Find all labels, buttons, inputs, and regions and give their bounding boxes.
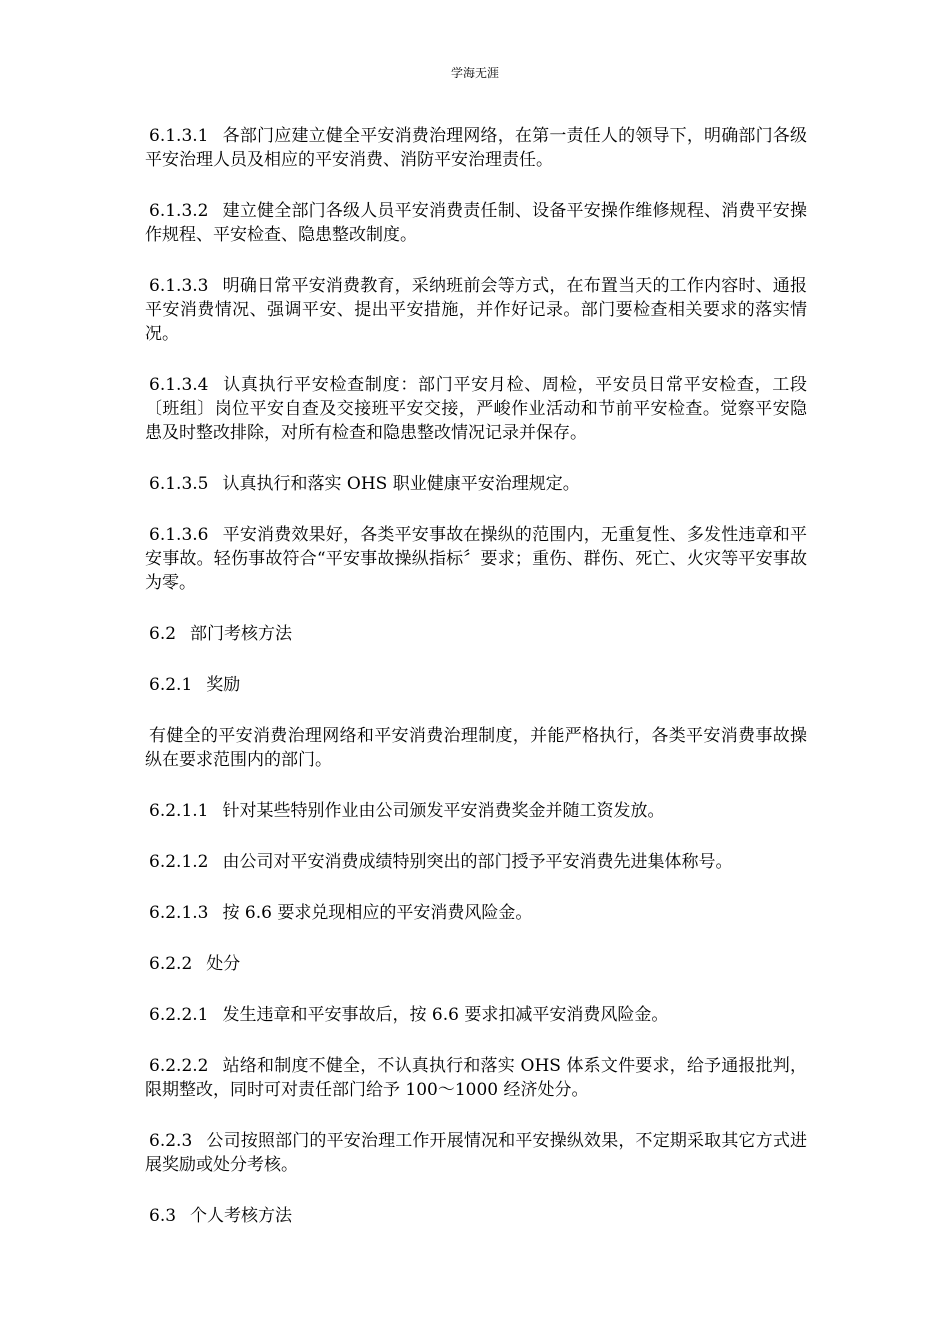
paragraph [145, 901, 807, 925]
paragraph [145, 850, 807, 874]
section-heading [145, 952, 807, 976]
paragraph-text: 按 6.6 要求兑现相应的平安消费风险金。 [222, 903, 533, 923]
paragraph-text: 发生违章和平安事故后，按 6.6 要求扣减平安消费风险金。 [222, 1005, 669, 1025]
section-number: 6.2.1.1 [149, 801, 209, 821]
paragraph [145, 799, 807, 823]
paragraph [145, 724, 807, 772]
paragraph [145, 124, 807, 172]
section-number: 6.1.3.1 [149, 126, 209, 146]
paragraph-text: 各部门应建立健全平安消费治理网络，在第一责任人的领导下，明确部门各级平安治理人员及相应的平安消费、消防平安治理责任。 [145, 126, 807, 170]
heading-text: 部门考核方法 [190, 624, 293, 644]
paragraph [145, 472, 807, 496]
paragraph [145, 1054, 807, 1102]
section-heading [145, 673, 807, 697]
paragraph [145, 1129, 807, 1177]
section-number: 6.2.3 [149, 1131, 193, 1151]
section-number: 6.1.3.6 [149, 525, 209, 545]
paragraph-text: 站络和制度不健全，不认真执行和落实 OHS 体系文件要求，给予通报批判，限期整改，同时可对责任部门给予 100～1000 经济处分。 [145, 1056, 807, 1100]
section-number: 6.2.2 [149, 954, 193, 974]
paragraph [145, 274, 807, 346]
section-heading [145, 1204, 807, 1228]
section-number: 6.1.3.4 [149, 375, 209, 395]
section-number: 6.1.3.5 [149, 474, 209, 494]
paragraph-text: 建立健全部门各级人员平安消费责任制、设备平安操作维修规程、消费平安操作规程、平安检查、隐患整改制度。 [145, 201, 807, 245]
heading-text: 奖励 [206, 675, 241, 695]
paragraph-text: 认真执行平安检查制度：部门平安月检、周检，平安员日常平安检查，工段〔班组〕岗位平安自查及交接班平安交接，严峻作业活动和节前平安检查。觉察平安隐患及时整改排除，对所有检查和隐患整改情况记录并保存。 [145, 375, 807, 443]
section-number: 6.2.1.2 [149, 852, 209, 872]
paragraph-text: 公司按照部门的平安治理工作开展情况和平安操纵效果，不定期采取其它方式进展奖励或处分考核。 [145, 1131, 807, 1175]
paragraph [145, 199, 807, 247]
paragraph-text: 有健全的平安消费治理网络和平安消费治理制度，并能严格执行，各类平安消费事故操纵在要求范围内的部门。 [145, 726, 807, 770]
page-header: 学海无涯 [450, 66, 499, 80]
paragraph [145, 1003, 807, 1027]
paragraph-text: 针对某些特别作业由公司颁发平安消费奖金并随工资发放。 [222, 801, 665, 821]
section-number: 6.3 [149, 1206, 177, 1226]
paragraph [145, 523, 807, 595]
paragraph [145, 373, 807, 445]
paragraph-text: 认真执行和落实 OHS 职业健康平安治理规定。 [222, 474, 580, 494]
paragraph-text: 由公司对平安消费成绩特别突出的部门授予平安消费先进集体称号。 [222, 852, 733, 872]
heading-text: 处分 [206, 954, 241, 974]
section-number: 6.2 [149, 624, 177, 644]
section-number: 6.2.1.3 [149, 903, 209, 923]
paragraph-text: 明确日常平安消费教育，采纳班前会等方式，在布置当天的工作内容时、通报平安消费情况、强调平安、提出平安措施，并作好记录。部门要检查相关要求的落实情况。 [145, 276, 807, 344]
section-number: 6.2.2.1 [149, 1005, 209, 1025]
section-number: 6.1.3.2 [149, 201, 209, 221]
section-number: 6.1.3.3 [149, 276, 209, 296]
section-heading [145, 622, 807, 646]
heading-text: 个人考核方法 [190, 1206, 293, 1226]
section-number: 6.2.1 [149, 675, 193, 695]
section-number: 6.2.2.2 [149, 1056, 209, 1076]
paragraph-text: 平安消费效果好，各类平安事故在操纵的范围内，无重复性、多发性违章和平安事故。轻伤事故符合“平安事故操纵指标〞要求；重伤、群伤、死亡、火灾等平安事故为零。 [145, 525, 807, 593]
document-body [145, 124, 807, 1255]
